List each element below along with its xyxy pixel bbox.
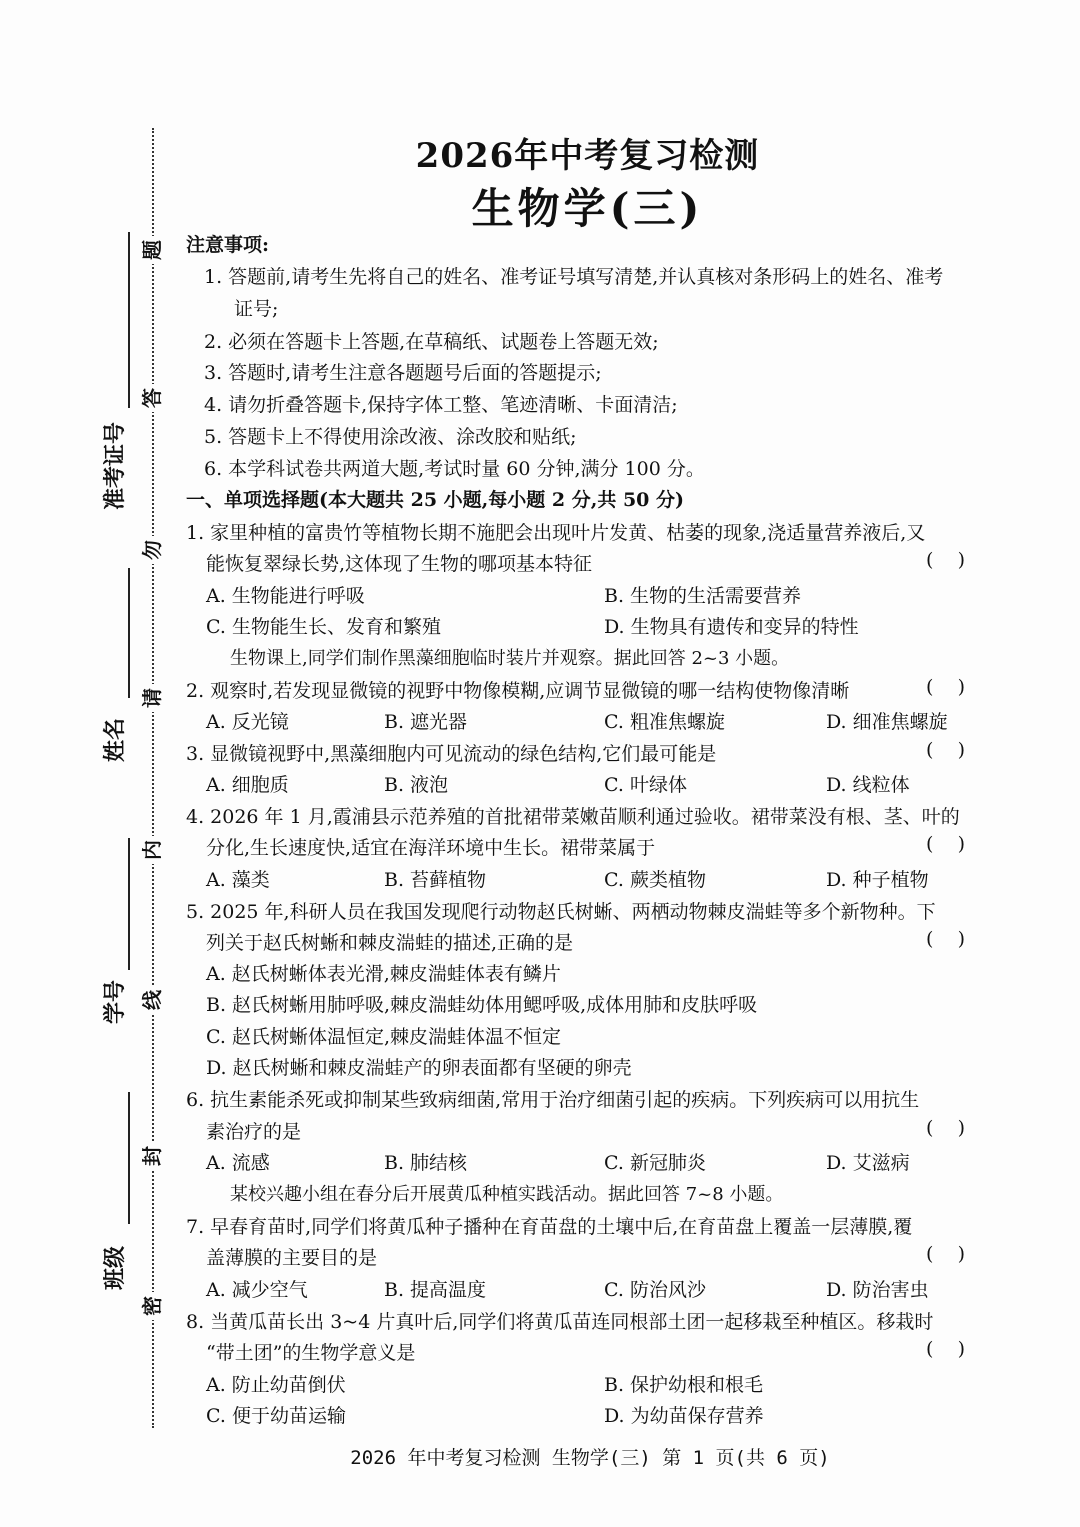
question-stem: 素治疗的是 bbox=[206, 1121, 302, 1143]
option-a[interactable]: A. 赵氏树蜥体表光滑,棘皮湍蛙体表有鳞片 bbox=[206, 963, 561, 985]
class-line bbox=[128, 1092, 130, 1224]
seal-char: 封 bbox=[138, 1142, 166, 1170]
question-stem: 4. 2026 年 1 月,霞浦县示范养殖的首批裙带菜嫩苗顺利通过验收。裙带菜没有根、茎、叶的 bbox=[186, 806, 960, 828]
class-label: 班级 bbox=[102, 1245, 128, 1290]
option-a[interactable]: A. 细胞质 bbox=[206, 774, 289, 796]
question-stem: 3. 显微镜视野中,黑藻细胞内可见流动的绿色结构,它们最可能是 bbox=[186, 743, 717, 765]
notice-item: 3. 答题时,请考生注意各题题号后面的答题提示; bbox=[204, 362, 602, 384]
option-b[interactable]: B. 肺结核 bbox=[384, 1152, 468, 1174]
group-intro: 生物课上,同学们制作黑藻细胞临时装片并观察。据此回答 2~3 小题。 bbox=[230, 648, 790, 669]
option-b[interactable]: B. 赵氏树蜥用肺呼吸,棘皮湍蛙幼体用鳃呼吸,成体用肺和皮肤呼吸 bbox=[206, 994, 758, 1016]
subject-title: 生物学(三) bbox=[471, 184, 704, 233]
option-c[interactable]: C. 便于幼苗运输 bbox=[206, 1405, 346, 1427]
seal-char: 内 bbox=[138, 836, 166, 864]
option-d[interactable]: D. 防治害虫 bbox=[826, 1279, 929, 1301]
exam-title: 2026年中考复习检测 bbox=[415, 136, 760, 176]
answer-blank[interactable]: ( ) bbox=[926, 833, 965, 855]
question-stem: 8. 当黄瓜苗长出 3~4 片真叶后,同学们将黄瓜苗连同根部土团一起移栽至种植区。移栽时 bbox=[186, 1311, 934, 1333]
notice-item: 证号; bbox=[234, 298, 279, 320]
option-c[interactable]: C. 新冠肺炎 bbox=[604, 1152, 706, 1174]
option-b[interactable]: B. 提高温度 bbox=[384, 1279, 487, 1301]
answer-blank[interactable]: ( ) bbox=[926, 1338, 965, 1360]
question-stem: “带土团”的生物学意义是 bbox=[206, 1342, 416, 1364]
name-line bbox=[128, 568, 130, 698]
option-d[interactable]: D. 为幼苗保存营养 bbox=[604, 1405, 764, 1427]
notice-item: 2. 必须在答题卡上答题,在草稿纸、试题卷上答题无效; bbox=[204, 331, 659, 353]
option-d[interactable]: D. 生物具有遗传和变异的特性 bbox=[604, 616, 859, 638]
option-a[interactable]: A. 减少空气 bbox=[206, 1279, 308, 1301]
answer-blank[interactable]: ( ) bbox=[926, 1117, 965, 1139]
seal-char: 答 bbox=[138, 384, 166, 412]
option-a[interactable]: A. 流感 bbox=[206, 1152, 270, 1174]
option-c[interactable]: C. 生物能生长、发育和繁殖 bbox=[206, 616, 441, 638]
question-stem: 盖薄膜的主要目的是 bbox=[206, 1247, 378, 1269]
option-c[interactable]: C. 蕨类植物 bbox=[604, 869, 706, 891]
option-b[interactable]: B. 苔藓植物 bbox=[384, 869, 487, 891]
option-d[interactable]: D. 种子植物 bbox=[826, 869, 929, 891]
name-label: 姓名 bbox=[102, 717, 128, 762]
option-d[interactable]: D. 艾滋病 bbox=[826, 1152, 910, 1174]
seal-char: 请 bbox=[138, 684, 166, 712]
option-a[interactable]: A. 生物能进行呼吸 bbox=[206, 585, 365, 607]
answer-blank[interactable]: ( ) bbox=[926, 549, 965, 571]
option-d[interactable]: D. 赵氏树蜥和棘皮湍蛙产的卵表面都有坚硬的卵壳 bbox=[206, 1057, 632, 1079]
option-c[interactable]: C. 叶绿体 bbox=[604, 774, 687, 796]
section-heading: 一、单项选择题(本大题共 25 小题,每小题 2 分,共 50 分) bbox=[186, 489, 684, 511]
notice-item: 4. 请勿折叠答题卡,保持字体工整、笔迹清晰、卡面清洁; bbox=[204, 394, 678, 416]
group-intro: 某校兴趣小组在春分后开展黄瓜种植实践活动。据此回答 7~8 小题。 bbox=[230, 1184, 784, 1205]
question-stem: 2. 观察时,若发现显微镜的视野中物像模糊,应调节显微镜的哪一结构使物像清晰 bbox=[186, 680, 850, 702]
seal-char: 线 bbox=[138, 986, 166, 1014]
seal-char: 题 bbox=[138, 236, 166, 264]
notice-item: 1. 答题前,请考生先将自己的姓名、准考证号填写清楚,并认真核对条形码上的姓名、准考 bbox=[204, 266, 944, 288]
option-b[interactable]: B. 遮光器 bbox=[384, 711, 468, 733]
question-stem: 6. 抗生素能杀死或抑制某些致病细菌,常用于治疗细菌引起的疾病。下列疾病可以用抗生 bbox=[186, 1089, 920, 1111]
question-stem: 7. 早春育苗时,同学们将黄瓜种子播种在育苗盘的土壤中后,在育苗盘上覆盖一层薄膜,覆 bbox=[186, 1216, 913, 1238]
answer-blank[interactable]: ( ) bbox=[926, 1243, 965, 1265]
question-stem: 5. 2025 年,科研人员在我国发现爬行动物赵氏树蜥、两栖动物棘皮湍蛙等多个新物种。下 bbox=[186, 901, 936, 923]
question-stem: 能恢复翠绿长势,这体现了生物的哪项基本特征 bbox=[206, 553, 593, 575]
answer-blank[interactable]: ( ) bbox=[926, 739, 965, 761]
answer-blank[interactable]: ( ) bbox=[926, 928, 965, 950]
option-c[interactable]: C. 防治风沙 bbox=[604, 1279, 706, 1301]
option-d[interactable]: D. 细准焦螺旋 bbox=[826, 711, 948, 733]
question-stem: 列关于赵氏树蜥和棘皮湍蛙的描述,正确的是 bbox=[206, 932, 574, 954]
seal-char: 密 bbox=[138, 1292, 166, 1320]
option-a[interactable]: A. 藻类 bbox=[206, 869, 270, 891]
seal-char: 勿 bbox=[138, 536, 166, 564]
student-number-line bbox=[128, 838, 130, 970]
admission-number-line bbox=[128, 232, 130, 408]
option-a[interactable]: A. 反光镜 bbox=[206, 711, 289, 733]
question-stem: 1. 家里种植的富贵竹等植物长期不施肥会出现叶片发黄、枯萎的现象,浇适量营养液后,又 bbox=[186, 522, 926, 544]
option-d[interactable]: D. 线粒体 bbox=[826, 774, 910, 796]
answer-blank[interactable]: ( ) bbox=[926, 676, 965, 698]
option-c[interactable]: C. 赵氏树蜥体温恒定,棘皮湍蛙体温不恒定 bbox=[206, 1026, 561, 1048]
option-b[interactable]: B. 液泡 bbox=[384, 774, 449, 796]
option-b[interactable]: B. 生物的生活需要营养 bbox=[604, 585, 802, 607]
student-number-label: 学号 bbox=[102, 979, 128, 1024]
option-a[interactable]: A. 防止幼苗倒伏 bbox=[206, 1374, 346, 1396]
notice-item: 6. 本学科试卷共两道大题,考试时量 60 分钟,满分 100 分。 bbox=[204, 458, 705, 480]
binding-dotted-line bbox=[152, 128, 154, 1428]
question-stem: 分化,生长速度快,适宜在海洋环境中生长。裙带菜属于 bbox=[206, 837, 656, 859]
notice-heading: 注意事项: bbox=[186, 234, 270, 256]
notice-item: 5. 答题卡上不得使用涂改液、涂改胶和贴纸; bbox=[204, 426, 577, 448]
option-b[interactable]: B. 保护幼根和根毛 bbox=[604, 1374, 764, 1396]
option-c[interactable]: C. 粗准焦螺旋 bbox=[604, 711, 725, 733]
admission-number-label: 准考证号 bbox=[102, 421, 128, 510]
page-footer: 2026 年中考复习检测 生物学(三) 第 1 页(共 6 页) bbox=[350, 1447, 830, 1469]
